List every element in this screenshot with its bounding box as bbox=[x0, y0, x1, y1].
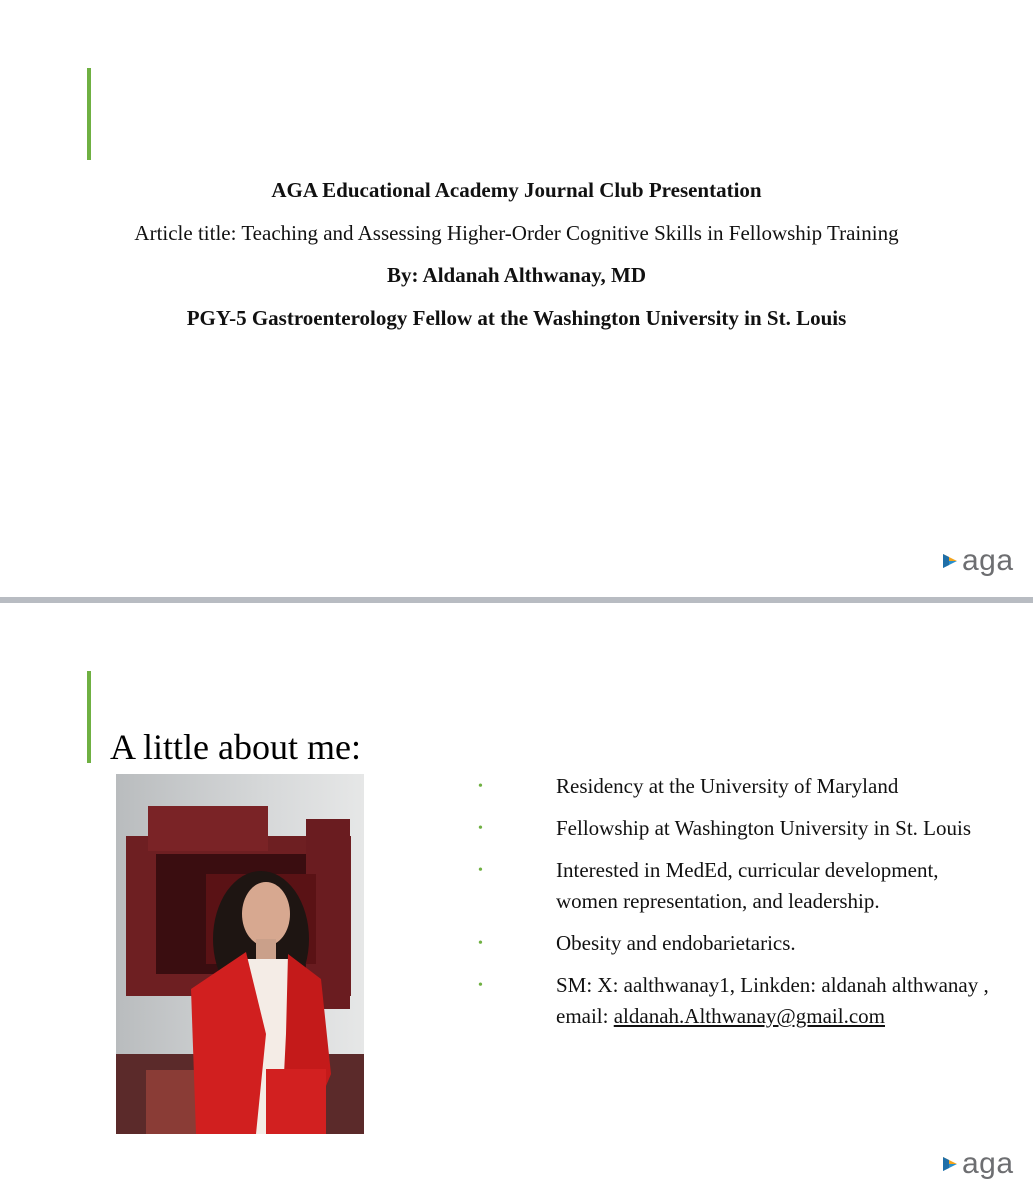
presentation-heading: AGA Educational Academy Journal Club Presentation bbox=[271, 178, 762, 202]
bullet-text bbox=[556, 970, 990, 1032]
bullet-dot-icon: • bbox=[478, 863, 483, 878]
about-me-slide bbox=[0, 603, 1033, 1200]
portrait-image bbox=[116, 774, 364, 1134]
bio-bullet-list bbox=[470, 771, 990, 1043]
accent-bar bbox=[87, 671, 91, 763]
author-byline: By: Aldanah Althwanay, MD bbox=[386, 263, 647, 287]
aga-logo-text: aga bbox=[962, 544, 1014, 577]
title-slide bbox=[0, 0, 1033, 597]
bullet-dot-icon: • bbox=[478, 978, 483, 993]
portrait-photo bbox=[116, 774, 364, 1134]
email-link[interactable]: aldanah.Althwanay@gmail.com bbox=[613, 1004, 885, 1028]
accent-bar bbox=[87, 68, 91, 160]
author-affiliation: PGY-5 Gastroenterology Fellow at the Washington University in St. Louis bbox=[186, 306, 847, 330]
list-item bbox=[470, 813, 990, 844]
bullet-text: Interested in MedEd, curricular development, women representation, and leadership. bbox=[556, 858, 939, 913]
bullet-dot-icon: • bbox=[478, 936, 483, 951]
slide-title: A little about me: bbox=[110, 727, 361, 767]
list-item bbox=[470, 771, 990, 802]
bullet-text: Obesity and endobarietarics. bbox=[556, 931, 796, 955]
article-title: Article title: Teaching and Assessing Higher-Order Cognitive Skills in Fellowship Training bbox=[134, 221, 899, 245]
social-media-text: SM: X: aalthwanay1, Linkden: aldanah althwanay , email: bbox=[556, 973, 989, 1028]
bullet-dot-icon: • bbox=[478, 821, 483, 836]
bullet-text: Fellowship at Washington University in St. Louis bbox=[556, 816, 972, 840]
bullet-text: Residency at the University of Maryland bbox=[556, 774, 899, 798]
aga-logo bbox=[940, 1149, 1014, 1179]
aga-logo-triangle-icon bbox=[940, 1154, 960, 1174]
aga-logo-triangle-icon bbox=[940, 551, 960, 571]
aga-logo bbox=[940, 546, 1014, 576]
list-item bbox=[470, 970, 990, 1032]
list-item bbox=[470, 928, 990, 959]
list-item bbox=[470, 855, 990, 917]
bullet-dot-icon: • bbox=[478, 779, 483, 794]
aga-logo-text: aga bbox=[962, 1147, 1014, 1180]
